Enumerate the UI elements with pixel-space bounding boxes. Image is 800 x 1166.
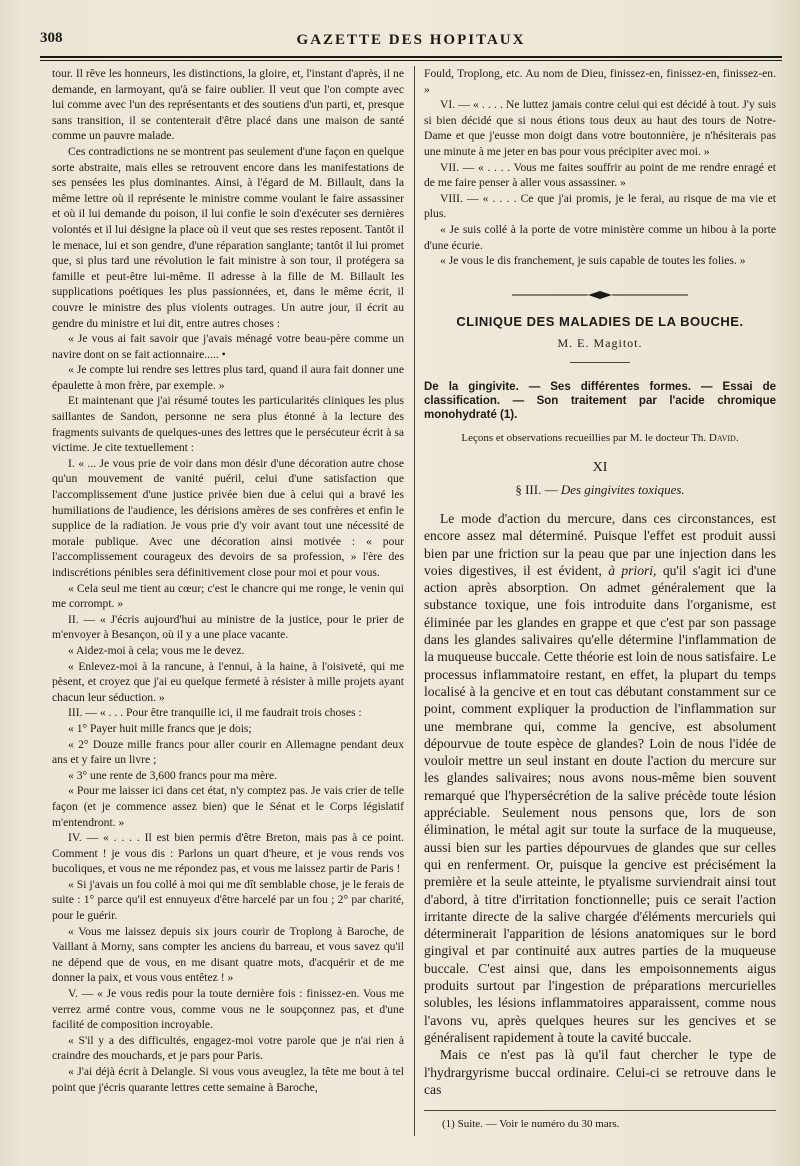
body-text: qu'il s'agit ici d'une action après absorption. On admet généralement que la substance toxique, une fois introduite dans l'organisme, est éliminée par les glandes en grappe et que c'est par son passage dans les glandes salivaires qu'elle détermine l'inflammation de la muqueuse buccale. Cette théorie est loin de nous satisfaire. Le processus inflammatoire restant, en effet, la plupart du temps localisé à la gencive et en tout cas débutant constamment sur ce point, comment expliquer la production de l'inflammation sur une membrane qui, comme la gencive, est absolument dépourvue de toute espèce de glandes? Loin de nous l'idée de vouloir mettre un seul instant en doute l'action du mercure sur les glandes salivaires; nous avons nous-même bien souvent remarqué que l'hypersécrétion de la salive précède toute lésion appréciable. Seulement nous pensons que, lors de son élimination, le métal agit sur toute la surface de la muqueuse, aussi bien sur les parties dépourvues de glandes que sur celles qui en renferment. Or, puisque la gencive est précisément la première et la seule atteinte, le ptyalisme surviendrait ainsi tout d'abord, à titre d'irritation fonctionnelle; puis ce serait l'action irritante directe de la salive chargée d'éléments mercuriels qui déterminerait l'apparition de lésions anatomiques sur le bord gingival et par continuité aux autres parties de la muqueuse buccale. C'est ainsi que, dans les empoisonnements aigus produits surtout par l'ingestion de préparations mercurielles solubles, les lésions inflammatoires apparaissent, comme nous l'avons vu, après quelques heures sur les gencives et se généralisent rapidement à toute la cavité buccale.: [424, 562, 776, 1045]
article-credit: [424, 432, 776, 444]
paragraph: « Je vous le dis franchement, je suis capable de toutes les folies. »: [440, 254, 746, 268]
article-subsection: [424, 482, 776, 498]
paragraph: VI. — « . . . . Ne luttez jamais contre celui qui est décidé à tout. J'y suis si bien décidé que si nous étions tous deux au haut des tours de Notre-Dame et que j'eusse mon doigt dans votre boutonnière, je n'hésiterais pas une minute à me jeter en bas pour vous précipiter avec moi. »: [424, 98, 776, 158]
paragraph: Fould, Troplong, etc. Au nom de Dieu, finissez-en, finissez-en, finissez-en. »: [424, 67, 776, 96]
paragraph: « Je compte lui rendre ses lettres plus tard, quand il aura fait donner une épaulette à mon frère, par exemple. »: [52, 363, 404, 392]
paragraph: « Pour me laisser ici dans cet état, n'y comptez pas. Je vais crier de telle façon (et je commence assez bien) que le Sénat et le Corps législatif m'entendront. »: [52, 784, 404, 829]
article-number: XI: [592, 460, 608, 475]
header-rule-thin: [40, 60, 782, 61]
paragraph: Ces contradictions ne se montrent pas seulement d'une façon en quelque sorte abstraite, mais elles se retrouvent encore dans les manifestations de ses pensées les plus dominantes. Ainsi, à l'égard de M. Billault, dans la même lettre où il représente le ministre comme voulant le faire assassiner et où il lui demande du poison, il lui confie le soin d'exécuter ses dernières volontés et il lui désigne la place où il veut que ses restes reposent. Tantôt il le menace, lui et son gendre, d'une réparation sanglante; tantôt il lui promet que, si plus tard une révolution le fait ministre à son tour, il protégera sa famille et peut-être lui-même. Il adresse à la fille de M. Billault les supplications poétiques les plus passionnées, et, dans le même écrit, il couvre le ministre des plus violents outrages. Un autre jour, il écrit au gendre du ministre et lui dit, entre autres choses :: [52, 144, 404, 330]
subsection-title: Des gingivites toxiques.: [560, 482, 685, 497]
journal-title: GAZETTE DES HOPITAUX: [296, 32, 526, 48]
footnote-rule: [424, 1110, 776, 1111]
body-text: Le mode d'action du mercure, dans ces circonstances, est encore assez mal déterminé. Puisque l'effet est produit aussi bien par une friction sur la peau que par une injection dans les voies digestives, il est évident,: [424, 511, 776, 578]
section-ornament: [512, 290, 688, 300]
column-divider: [414, 66, 415, 1136]
paragraph: IV. — « . . . . Il est bien permis d'être Breton, mais pas à ce point. Comment ! je vous dis : Parlons un quart d'heure, et je vous rends vos bucoliques, et vous ne me répondez pas, et vous me laissez partir de Paris !: [52, 831, 404, 876]
left-column: [52, 66, 404, 1095]
article-credit-name: David.: [708, 432, 739, 444]
paragraph: « J'ai déjà écrit à Delangle. Si vous vous aveuglez, la tête me bout à tel point que j'écris quarante lettres cette semaine à Baroche,: [52, 1065, 404, 1094]
paragraph: « Aidez-moi à cela; vous me le devez.: [68, 643, 245, 657]
short-divider: [570, 362, 630, 363]
paragraph: Mais ce n'est pas là qu'il faut chercher le type de l'hydrargyrisme buccal ordinaire. Celui-ci se retrouve dans le cas: [424, 1047, 776, 1097]
subsection-label: § III. —: [515, 482, 558, 497]
paragraph: « Enlevez-moi à la rancune, à l'ennui, à la haine, à l'oisiveté, qui me pèsent, et croyez que j'ai eu quelque fermeté à résister à mille projets ayant chacun leur séduction. »: [52, 659, 404, 704]
paragraph: « Cela seul me tient au cœur; c'est le chancre qui me ronge, le venin qui me corrompt. »: [52, 581, 404, 611]
paragraph: II. — « J'écris aujourd'hui au ministre de la justice, pour le prier de m'envoyer à Besançon, où il y a une place vacante.: [52, 612, 404, 642]
page-number: 308: [40, 30, 63, 46]
body-italic: à priori,: [608, 562, 657, 578]
article-body: [424, 510, 776, 1098]
paragraph: « S'il y a des difficultés, engagez-moi votre parole que je n'ai rien à craindre des mouchards, et je pars pour Paris.: [52, 1033, 404, 1063]
footnote: (1) Suite. — Voir le numéro du 30 mars.: [442, 1118, 620, 1130]
paragraph: « 3° une rente de 3,600 francs pour ma mère.: [68, 768, 278, 782]
paragraph: « Je suis collé à la porte de votre ministère comme un hibou à la porte d'une écurie.: [424, 222, 776, 252]
article-heading: De la gingivite. — Ses différentes formes. — Essai de classification. — Son traitement par l'acide chromique monohydraté (1).: [424, 381, 776, 421]
paragraph: tour. Il rêve les honneurs, les distinctions, la gloire, et, l'instant d'après, il ne demande, en larmoyant, qu'à se faire oublier. Il veut que l'on compte avec lui comme avec l'un des représentants et des soutiens d'un parti, et, presque sans transition, il se contenterait d'être placé dans une maison de santé comme un pauvre malade.: [52, 67, 404, 143]
paragraph: « Vous me laissez depuis six jours courir de Troplong à Baroche, de Vaillant à Morny, sans compter les anciens du barreau, et vous savez qu'il ne dépend que de vous, en me disant quatre mots, d'acquérir et de me donner la paix, et vous vous entêtez ! »: [52, 924, 404, 985]
paragraph: I. « ... Je vous prie de voir dans mon désir d'une décoration autre chose qu'un mouvement de vanité puéril, celui d'une satisfaction que l'accomplissement d'une justice privée bien due à celui qui a bravé les humiliations de l'audience, les dérisions amères de ses confrères et enfin le supplice de la radiation. Je vous prie d'y voir avant tout une nécessité de morale publique. Avec une décoration ainsi motivée : « pour l'accomplissement courageux des devoirs de sa profession, » l'ère des indiscrétions pénibles sera définitivement close pour moi et pour vous.: [52, 456, 404, 579]
header-rule: [40, 56, 782, 58]
section-author: M. E. Magitot.: [557, 336, 643, 350]
paragraph: VII. — « . . . . Vous me faites souffrir au point de me rendre enragé et de me faire penser à aller vous assassiner. »: [424, 160, 776, 190]
section-title: CLINIQUE DES MALADIES DE LA BOUCHE.: [456, 314, 744, 329]
paragraph: « 2° Douze mille francs pour aller courir en Allemagne pendant deux ans et y faire un livre ;: [52, 737, 404, 767]
right-column-top: [424, 66, 776, 269]
paragraph: III. — « . . . Pour être tranquille ici, il me faudrait trois choses :: [68, 706, 362, 720]
paragraph: « Si j'avais un fou collé à moi qui me dît semblable chose, je le ferais de suite : 1° parce qu'il est ennuyeux d'être harcelé par un fou ; 2° par charité, pour le guérir.: [52, 877, 404, 923]
paragraph: « 1° Payer huit mille francs que je dois;: [68, 721, 252, 735]
paragraph: VIII. — « . . . . Ce que j'ai promis, je le ferai, au risque de ma vie et plus.: [424, 191, 776, 221]
paragraph: V. — « Je vous redis pour la toute dernière fois : finissez-en. Vous me verrez armé contre vous, comme vous ne le soupçonnez pas, et d'une facilité de composition incroyable.: [52, 987, 404, 1032]
paragraph: [424, 510, 776, 1046]
article-credit-prefix: Leçons et observations recueillies par M. le docteur Th.: [461, 432, 707, 444]
paragraph: Et maintenant que j'ai résumé toutes les particularités cliniques les plus saillantes de Sandon, personne ne sera plus étonné à la lecture des fragments suivants de quelques-unes des lettres que le persécuteur écrit à sa victime. Je cite textuellement :: [52, 394, 404, 455]
paragraph: « Je vous ai fait savoir que j'avais ménagé votre beau-père comme un navire dont on se fait actionnaire..... •: [52, 332, 404, 361]
